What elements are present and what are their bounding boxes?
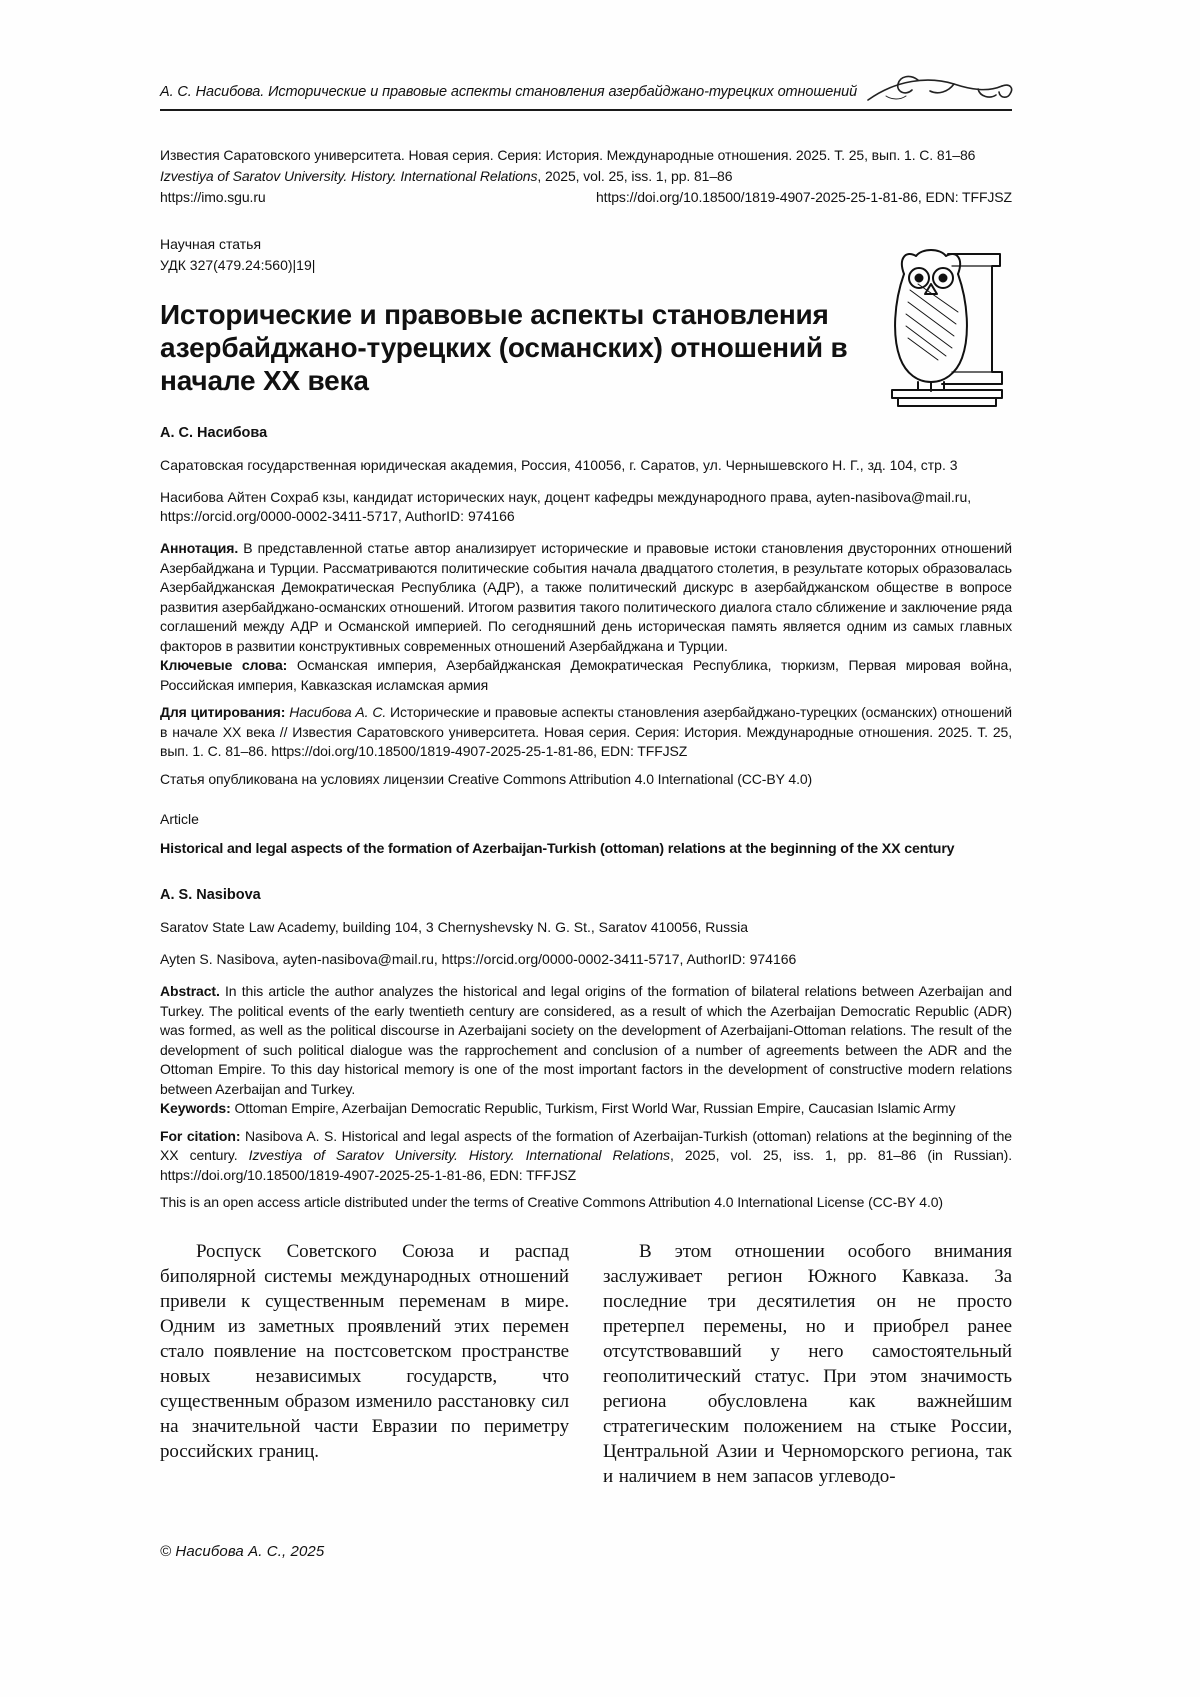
keywords-en-text: Ottoman Empire, Azerbaijan Democratic Republic, Turkism, First World War, Russian Empire, Caucasian Islamic Army	[230, 1100, 956, 1116]
abstract-en-text: In this article the author analyzes the historical and legal origins of the formation of bilateral relations between Azerbaijan and Turkey. The political events of the early twentieth century are considered, as a result of which the Azerbaijan Democratic Republic (ADR) was formed, as well as the political discourse in Azerbaijani society on the development of Azerbaijani-Ottoman relations. The result of the development of such political dialogue was the rapprochement and conclusion of a number of agreements between the ADR and the Ottoman Empire. To this day historical memory is one of the most important factors in the development of constructive modern relations between Azerbaijan and Turkey.	[160, 983, 1012, 1097]
running-head-band	[160, 0, 1012, 111]
citation-ru-label: Для цитирования:	[160, 704, 286, 720]
owl-logo-icon	[888, 240, 1006, 408]
affiliation-en: Saratov State Law Academy, building 104, 3 Chernyshevsky N. G. St., Saratov 410056, Russia	[160, 919, 749, 935]
abstract-ru-text: В представленной статье автор анализирует исторические и правовые истоки становления двусторонних отношений Азербайджана и Турции. Рассматриваются политические события начала двадцатого столетия, в результате которых образовалась Азербайджанская Демократическая Республика (АДР), а также политический дискурс в азербайджанском обществе в вопросе развития азербайджано-османских отношений. Итогом развития такого политического диалога стало сближение и заключение ряда соглашений между АДР и Османской империей. По сегодняшний день историческая память является одним из самых главных факторов в развитии конструктивных современных отношений Азербайджана и Турции.	[160, 540, 1012, 654]
abstract-ru-label: Аннотация.	[160, 540, 239, 556]
license-en: This is an open access article distributed under the terms of Creative Commons Attribution 4.0 International License (CC-BY 4.0)	[160, 1194, 943, 1210]
journal-title-en	[160, 166, 1012, 187]
udc-code: УДК 327(479.24:560)|19|	[160, 257, 316, 273]
keywords-ru-label: Ключевые слова:	[160, 657, 288, 673]
journal-title-ru: Известия Саратовского университета. Новая серия. Серия: История. Международные отношения. 2025. Т. 25, вып. 1. С. 81–86	[160, 147, 976, 163]
running-head-text: А. С. Насибова. Исторические и правовые аспекты становления азербайджано-турецких отношений	[160, 84, 858, 100]
article-title-ru: Исторические и правовые аспекты становления азербайджано-турецких (османских) отношений в начале XX века	[160, 299, 848, 396]
body-column-left	[160, 1239, 569, 1489]
abstract-en	[160, 982, 1012, 1099]
keywords-ru-text: Османская империя, Азербайджанская Демократическая Республика, тюркизм, Первая мировая война, Российская империя, Кавказская исламская армия	[160, 657, 1012, 693]
citation-ru	[160, 703, 1012, 762]
abstract-ru	[160, 539, 1012, 656]
article-body	[160, 1239, 1012, 1489]
citation-ru-author: Насибова А. С.	[285, 704, 387, 720]
body-paragraph-right: В этом отношении особого внимания заслуживает регион Южного Кавказа. За последние три десятилетия он не просто претерпел перемены, но и приобрел ранее отсутствовавший у него самостоятельный геополитический статус. При этом значимость региона обусловлена как важнейшим стратегическим положением на стыке России, Центральной Азии и Черноморского региона, так и наличием в нем запасов углеводо-	[603, 1240, 1012, 1487]
journal-title-en-italic: Izvestiya of Saratov University. History. International Relations	[160, 168, 538, 184]
header-rule	[160, 109, 1012, 111]
copyright-line: © Насибова А. С., 2025	[160, 1542, 325, 1560]
article-title-en: Historical and legal aspects of the formation of Azerbaijan-Turkish (ottoman) relations at the beginning of the XX century	[160, 841, 955, 857]
journal-links-row	[160, 187, 1012, 208]
body-column-right	[603, 1239, 1012, 1489]
author-name-ru: А. С. Насибова	[160, 425, 268, 441]
article-kind-block	[160, 234, 1012, 276]
citation-en-label: For citation:	[160, 1127, 241, 1144]
citation-en-post[interactable]: , 2025, vol. 25, iss. 1, pp. 81–86 (in Russian). https://doi.org/10.18500/1819-4907-2025-25-1-81-86, EDN: TFFJSZ	[160, 1147, 1013, 1183]
citation-ru-text[interactable]: Исторические и правовые аспекты становления азербайджано-турецких (османских) отношений в начале XX века // Известия Саратовского университета. Новая серия. Серия: История. Международные отношения. 2025. Т. 25, вып. 1. С. 81–86. https://doi.org/10.18500/1819-4907-2025-25-1-81-86, EDN: TFFJSZ	[160, 704, 1012, 759]
keywords-en-label: Keywords:	[160, 1100, 231, 1116]
article-type-ru: Научная статья	[160, 236, 262, 252]
article-type-en: Article	[160, 811, 199, 827]
citation-en-pre: Nasibova A. S. Historical and legal aspects of the formation of Azerbaijan-Turkish (ottoman) relations at the beginning of the XX century.	[160, 1127, 1012, 1163]
license-ru: Статья опубликована на условиях лицензии Creative Commons Attribution 4.0 International (CC-BY 4.0)	[160, 770, 813, 787]
doi-link[interactable]: https://doi.org/10.18500/1819-4907-2025-25-1-81-86, EDN: TFFJSZ	[595, 189, 1012, 205]
journal-title-en-rest: , 2025, vol. 25, iss. 1, pp. 81–86	[537, 168, 733, 184]
author-note-ru[interactable]: Насибова Айтен Сохраб кзы, кандидат исторических наук, доцент кафедры международного права, ayten-nasibova@mail.ru, https://orcid.org/0000-0002-3411-5717, AuthorID: 974166	[160, 489, 972, 524]
journal-meta	[160, 145, 1012, 208]
journal-site-link[interactable]: https://imo.sgu.ru	[160, 189, 266, 205]
abstract-en-label: Abstract.	[160, 983, 220, 999]
title-block	[160, 298, 1012, 397]
affiliation-ru: Саратовская государственная юридическая академия, Россия, 410056, г. Саратов, ул. Чернышевского Н. Г., зд. 104, стр. 3	[160, 457, 958, 473]
author-note-en[interactable]: Ayten S. Nasibova, ayten-nasibova@mail.ru, https://orcid.org/0000-0002-3411-5717, AuthorID: 974166	[160, 951, 797, 967]
author-name-en: A. S. Nasibova	[160, 887, 261, 903]
body-paragraph-left: Роспуск Советского Союза и распад биполярной системы международных отношений привели к существенным переменам в мире. Одним из заметных проявлений этих перемен стало появление на постсоветском пространстве новых независимых государств, что существенным образом изменило расстановку сил на значительной части Евразии по периметру российских границ.	[160, 1240, 569, 1462]
keywords-ru	[160, 656, 1012, 695]
citation-en-journal: Izvestiya of Saratov University. History. International Relations	[248, 1147, 670, 1163]
keywords-en	[160, 1099, 1012, 1119]
scroll-ornament-icon	[866, 72, 1016, 108]
citation-en	[160, 1127, 1012, 1186]
